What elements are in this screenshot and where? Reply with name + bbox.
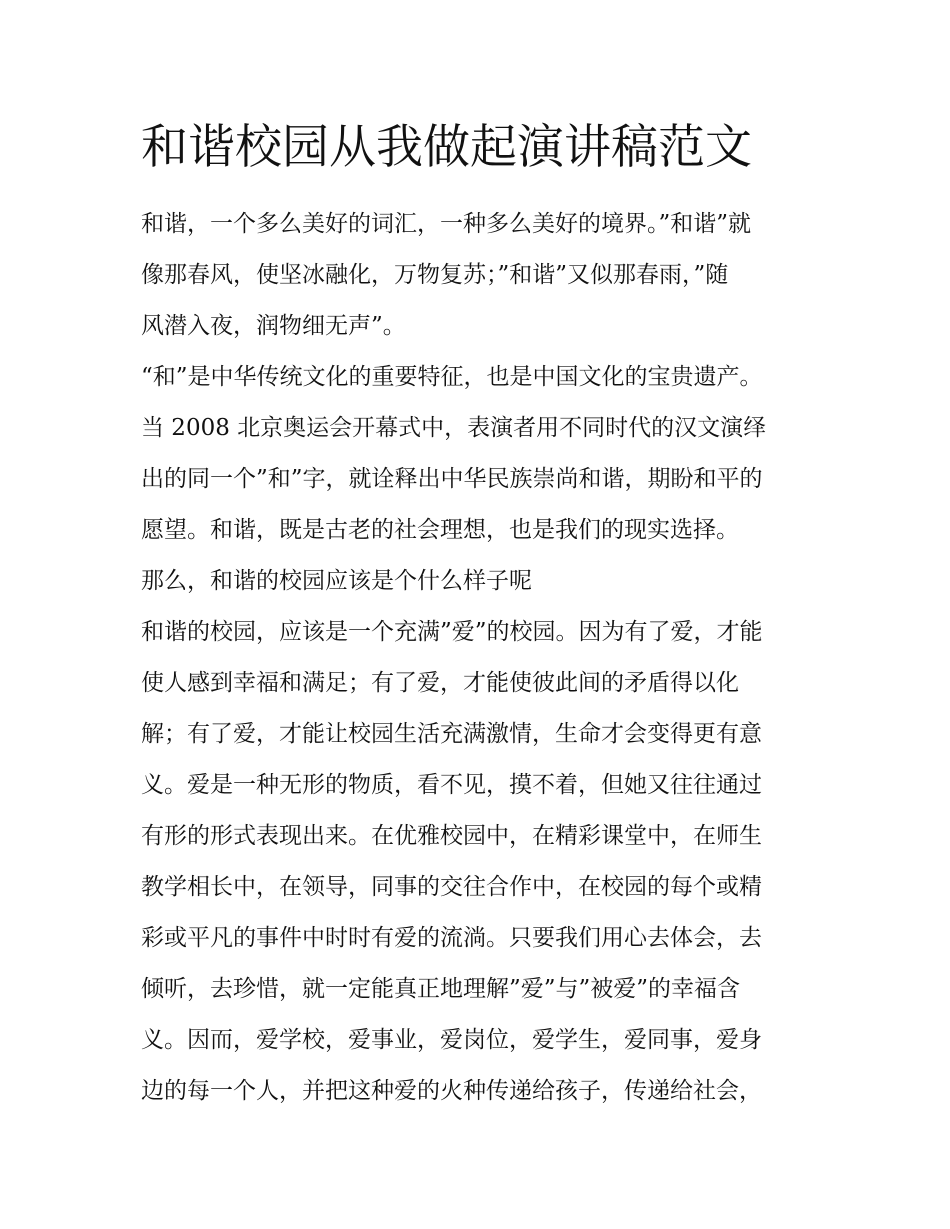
text-line: 解；有了爱，才能让校园生活充满激情，生命才会变得更有意	[141, 721, 762, 747]
text-line: 教学相长中，在领导，同事的交往合作中，在校园的每个或精	[141, 874, 762, 900]
text-line: “和”是中华传统文化的重要特征，也是中国文化的宝贵遗产。	[141, 364, 763, 390]
document-title: 和谐校园从我做起演讲稿范文	[141, 120, 752, 175]
text-line: 倾听，去珍惜，就一定能真正地理解”爱”与”被爱”的幸福含	[141, 976, 741, 1002]
text-line: 彩或平凡的事件中时时有爱的流淌。只要我们用心去体会，去	[141, 925, 762, 951]
text-line: 和谐，一个多么美好的词汇，一种多么美好的境界。”和谐”就	[141, 211, 752, 237]
text-line: 使人感到幸福和满足；有了爱，才能使彼此间的矛盾得以化	[141, 670, 739, 696]
text-line: 有形的形式表现出来。在优雅校园中，在精彩课堂中，在师生	[141, 823, 762, 849]
text-line: 义。爱是一种无形的物质，看不见，摸不着，但她又往往通过	[141, 772, 762, 798]
text-line: 边的每一个人，并把这种爱的火种传递给孩子，传递给社会，	[141, 1078, 762, 1104]
text-line: 出的同一个”和”字，就诠释出中华民族崇尚和谐，期盼和平的	[141, 466, 763, 492]
text-line: 愿望。和谐，既是古老的社会理想，也是我们的现实选择。	[141, 517, 739, 543]
text-line: 像那春风，使坚冰融化，万物复苏；”和谐”又似那春雨，”随	[141, 262, 729, 288]
document-body	[141, 199, 813, 1117]
text-line: 当 2008 北京奥运会开幕式中，表演者用不同时代的汉文演绎	[141, 415, 767, 441]
text-line: 那么，和谐的校园应该是个什么样子呢	[141, 568, 532, 594]
text-line: 和谐的校园，应该是一个充满”爱”的校园。因为有了爱，才能	[141, 619, 763, 645]
text-line: 风潜入夜，润物细无声”。	[141, 313, 406, 339]
text-line: 义。因而，爱学校，爱事业，爱岗位，爱学生，爱同事，爱身	[141, 1027, 762, 1053]
